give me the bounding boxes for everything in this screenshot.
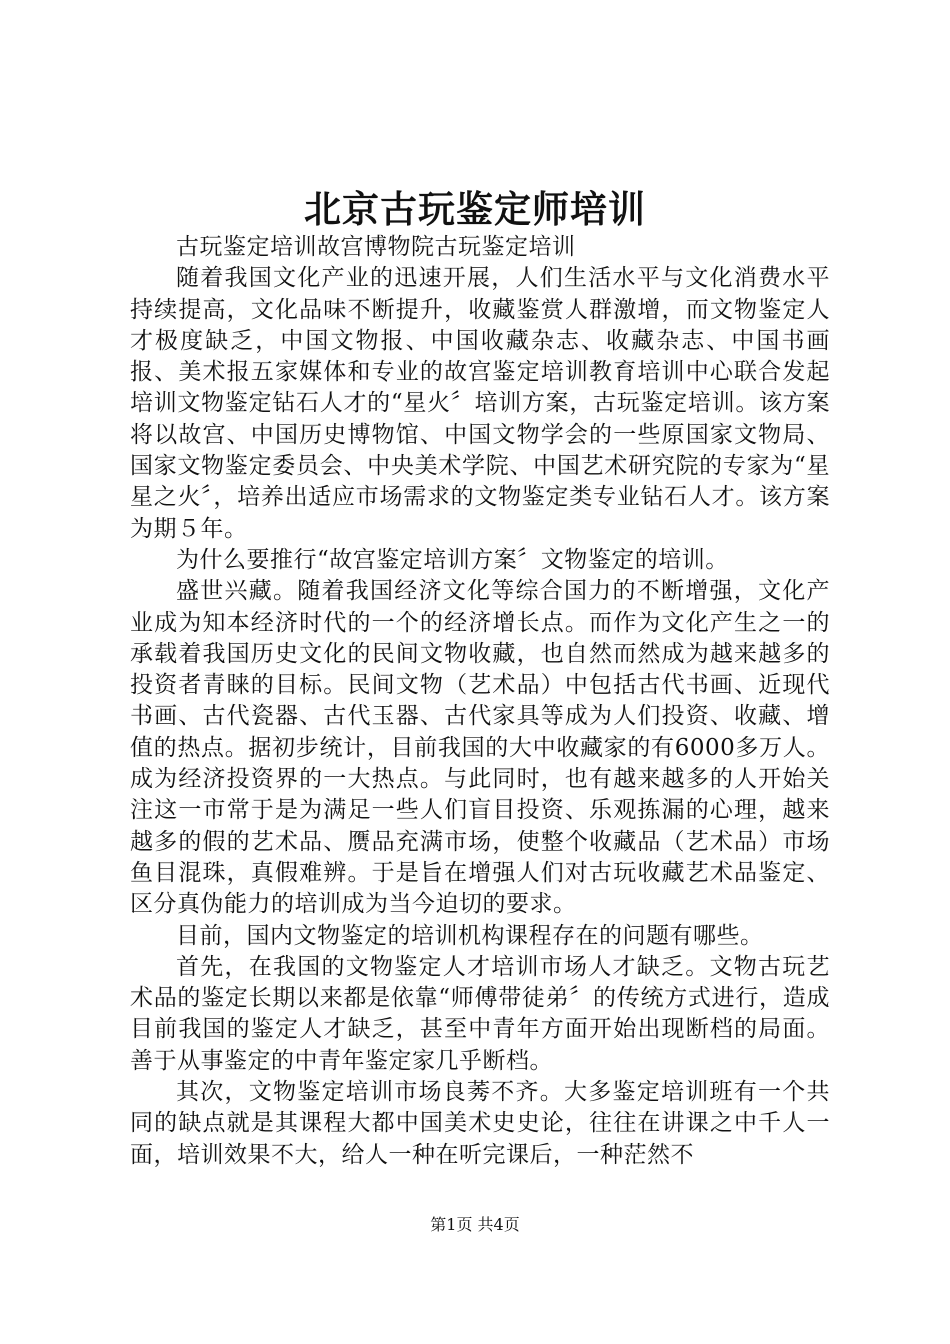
paragraph-subtitle: 古玩鉴定培训故宫博物院古玩鉴定培训 <box>176 234 576 260</box>
paragraph: 为什么要推行“故宫鉴定培训方案〞文物鉴定的培训。 <box>176 546 729 573</box>
document-title: 北京古玩鉴定师培训 <box>304 187 646 231</box>
paragraph: 其次，文物鉴定培训市场良莠不齐。大多鉴定培训班有一个共同的缺点就是其课程大都中国美术史史论，往往在讲课之中千人一面，培训效果不大，给人一种在听完课后，一种茫然不 <box>130 1079 830 1168</box>
paragraph: 目前，国内文物鉴定的培训机构课程存在的问题有哪些。 <box>176 922 764 949</box>
paragraph: 盛世兴藏。随着我国经济文化等综合国力的不断增强，文化产业成为知本经济时代的一个的经济增长点。而作为文化产生之一的承载着我国历史文化的民间文物收藏，也自然而然成为越来越多的投资者青睐的目标。民间文物（艺术品）中包括古代书画、近现代书画、古代瓷器、古代玉器、古代家具等成为人们投资、收藏、增值的热点。据初步统计，目前我国的大中收藏家的有6000多万人。成为经济投资界的一大热点。与此同时，也有越来越多的人开始关注这一市常于是为满足一些人们盲目投资、乐观拣漏的心理，越来越多的假的艺术品、赝品充满市场，使整个收藏品（艺术品）市场鱼目混珠，真假难辨。于是旨在增强人们对古玩收藏艺术品鉴定、区分真伪能力的培训成为当今迫切的要求。 <box>130 578 830 918</box>
paragraph: 首先，在我国的文物鉴定人才培训市场人才缺乏。文物古玩艺术品的鉴定长期以来都是依靠“师傅带徒弟〞的传统方式进行，造成目前我国的鉴定人才缺乏，甚至中青年方面开始出现断档的局面。善于从事鉴定的中青年鉴定家几乎断档。 <box>130 953 830 1074</box>
page-number-footer: 第1页 共4页 <box>430 1215 520 1234</box>
document-body <box>130 232 830 1171</box>
paragraph: 随着我国文化产业的迅速开展，人们生活水平与文化消费水平持续提高，文化品味不断提升，收藏鉴赏人群激增，而文物鉴定人才极度缺乏，中国文物报、中国收藏杂志、收藏杂志、中国书画报、美术报五家媒体和专业的故宫鉴定培训教育培训中心联合发起培训文物鉴定钻石人才的“星火〞培训方案，古玩鉴定培训。该方案将以故宫、中国历史博物馆、中国文物学会的一些原国家文物局、国家文物鉴定委员会、中央美术学院、中国艺术研究院的专家为“星星之火〞，培养出适应市场需求的文物鉴定类专业钻石人才。该方案为期５年。 <box>130 265 830 542</box>
